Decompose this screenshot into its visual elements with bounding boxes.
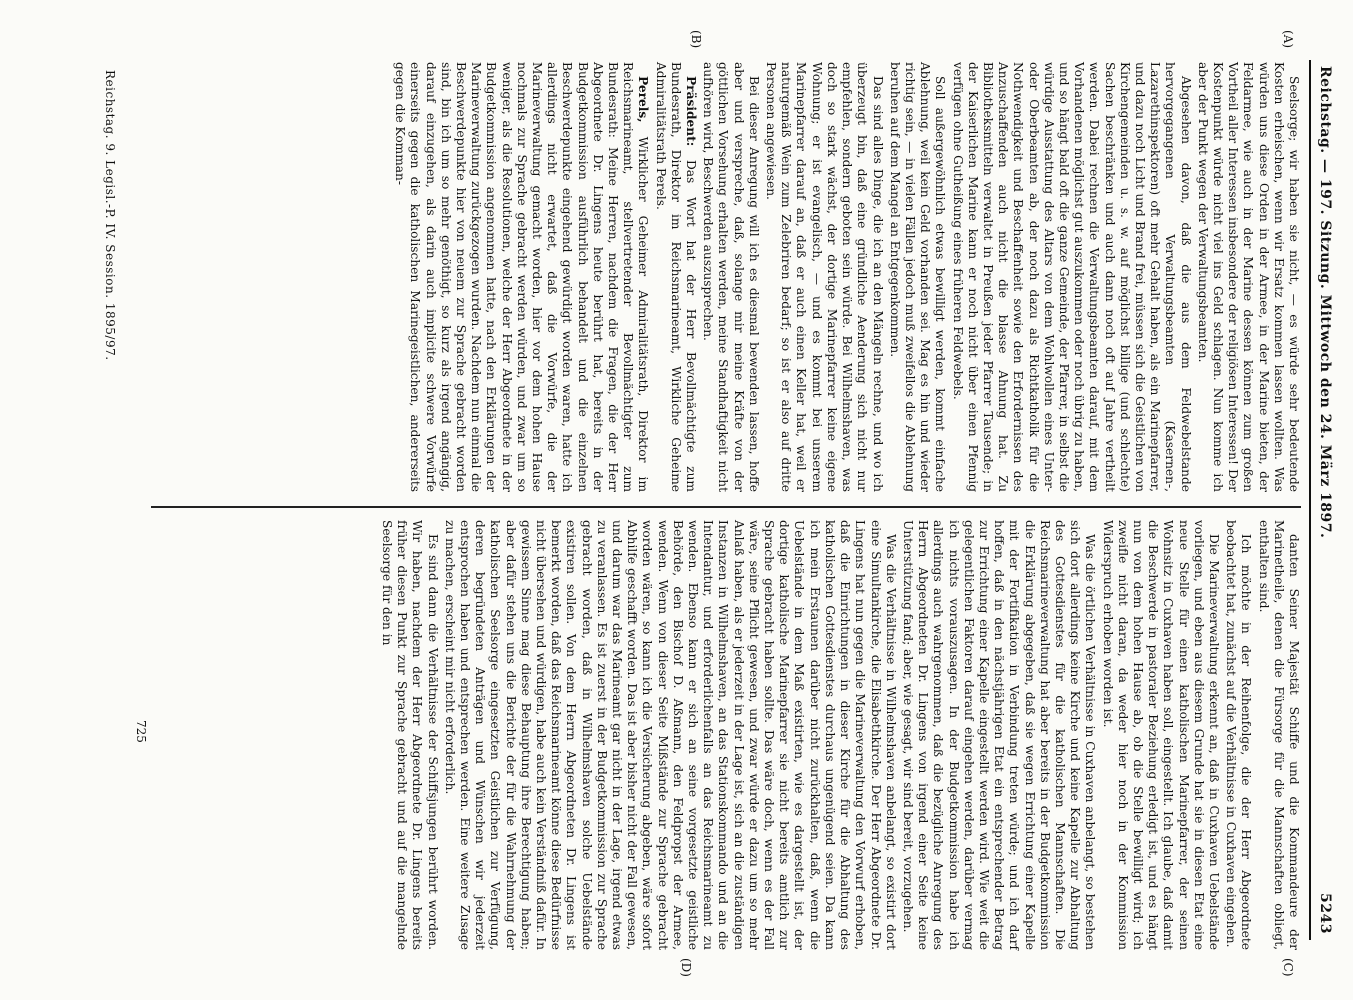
header-title: Reichstag. — 197. Sitzung. Mittwoch den 24. März 1897. xyxy=(1317,66,1333,539)
paragraph: Seelsorge; wir haben sie nicht, — es würde sehr bedeutende Kosten erheischen, wenn wir Ersatz kommen lassen wollten. Was würden uns diese Orden in der Armee, in der Marine bieten, der Feldarmee, wie auch in der Marine dessen können zum großen Vortheil aller Interessen insbesondere der religiösen Interessen! Der Kostenpunkt würde nicht viel ins Geld schlagen. Nun komme ich aber der Punkt wegen der Verwaltungsbeamten. xyxy=(1195,62,1301,492)
margin-mark-d: (D) xyxy=(679,958,693,977)
speaker-text: Wirklicher Geheimer Admiralitätsrath, Direktor im Reichsmarineamt, stellvertretender Bevollmächtigter zum Bundesrath: Meine Herren, nachdem die Fragen, die der Herr Abgeordnete Dr. Lingens heute berührt hat, bereits in der Budgetkommission ausführlich behandelt und die einzelnen Beschwerdepunkte eingehend gewürdigt worden waren, hatte ich allerdings nicht erwartet, daß die Vorwürfe, die der Marineverwaltung gemacht worden, hier vor dem hohen Hause nochmals zur Sprache gebracht werden würden, und zwar um so weniger, als die Resolutionen, welche der Herr Abgeordnete in der Budgetkommission angenommen hatte, nach den Erklärungen der Marineverwaltung zurückgezogen wurden. Nachdem nun einmal die Beschwerdepunkte hier von neuem zur Sprache gebracht worden sind, bin ich um so mehr genöthigt, so kurz als irgend angängig, darauf einzugehen, als darin auch implicite schwere Vorwürfe einerseits gegen die katholischen Marinegeistlichen, andererseits gegen die Komman- xyxy=(393,62,651,492)
margin-mark-c: (C) xyxy=(1281,958,1295,977)
paragraph: Soll außergewöhnlich etwas bewilligt werden, kommt einfache Ablehnung, weil kein Geld vorhanden sei. Mag es hin und wieder richtig sein, — in vielen Fällen jedoch muß zweifellos die Ablehnung beruhen auf dem Mangel an Entgegenkommen. xyxy=(887,62,948,492)
paragraph: Abgesehen davon, daß die aus dem Feldwebelstande hervorgegangenen Verwaltungsbeamten (Kasernen-, Lazarethinspektoren) oft mehr Gehalt haben, als ein Marinepfarrer, und dazu noch Licht und Brand frei, müssen sich die Geistlichen von Kirchengemeinden u. s. w. auf möglichst billige (und schlechte) Sachen beschränken und auch dann noch oft auf Jahre vertheilt werden. Dabei rechnen die Verwaltungsbeamten darauf, mit dem Vorhandenen möglichst gut auszukommen oder noch übrig zu haben, und so hängt bald oft die ganze Gemeinde, der Pfarrer, in selbst die würdige Ausstattung des Altars von dem Wohlwollen eines Unter- oder Oberbeamten ab, der noch dazu als Richtkatholik für die Nothwendigkeit und Beschaffenheit sowie den Erfordernissen des Anzuschaffenden auch nicht die blasse Ahnung hat. Zu Bibliotheksmitteln verwaltet in Preußen jeder Pfarrer Tausende; in der Kaiserlichen Marine kann er noch nicht über einen Pfennig verfügen ohne Gutheißung eines früheren Feldwebels. xyxy=(950,62,1193,492)
right-column xyxy=(111,520,1301,950)
footer-page-number: 725 xyxy=(134,720,148,743)
speaker-name: Perels, xyxy=(636,76,651,123)
header-page-number: 5243 xyxy=(1317,893,1333,934)
margin-mark-b: (B) xyxy=(689,30,703,49)
speaker-text: Das Wort hat der Herr Bevollmächtigte zum Bundesrath, Direktor im Reichsmarineamt, Wirkliche Geheime Admiralitätsrath Perels. xyxy=(653,62,699,492)
left-column xyxy=(81,62,1301,492)
paragraph: Ich möchte in der Reihenfolge, die der Herr Abgeordnete beobachtet hat, zunächst auf die Verhältnisse in Cuxhaven eingehen. xyxy=(1224,520,1254,950)
page-header xyxy=(1309,60,1335,940)
page-footer: Reichstag. 9. Legisl.-P. IV. Session. 1895/97. xyxy=(103,70,117,361)
column-divider xyxy=(151,506,1301,508)
speaker-paragraph-president xyxy=(652,62,698,492)
paragraph: Es sind dann die Verhältnisse der Schiffsjungen berührt worden. Wir haben, nachdem der Herr Abgeordnete Dr. Lingens bereits früher diesen Punkt zur Sprache gebracht und auf die mangelnde Seelsorge für den in xyxy=(380,520,440,950)
paragraph: Die Marineverwaltung erkennt an, daß in Cuxhaven Uebelstände vorliegen, und eben aus diesem Grunde hat sie in diesen Etat eine neue Stelle für einen katholischen Marinepfarrer, der seinen Wohnsitz in Cuxhaven haben soll, eingestellt. Ich glaube, daß damit die Beschwerde in pastoraler Beziehung erledigt ist, und es hängt nun von dem hohen Hause ab, ob die Stelle bewilligt wird; ich zweifle nicht daran, da weder hier noch in der Kommission Widerspruch erhoben worden ist. xyxy=(1100,520,1221,950)
margin-mark-a: (A) xyxy=(1281,30,1295,49)
paragraph: Was die örtlichen Verhältnisse in Cuxhaven anbelangt, so bestehen sich dort allerdings keine Kirche und keine Kapelle zur Abhaltung des Gottesdienstes für die katholischen Mannschaften. Die Reichsmarineverwaltung hat aber bereits in der Budgetkommission die Erklärung abgegeben, daß sie wegen Errichtung einer Kapelle mit der Fortifikation in Verbindung treten würde; und ich darf hoffen, daß in den nächstjährigen Etat ein entsprechender Betrag zur Errichtung einer Kapelle eingestellt werden wird. Wie weit die gelegentlichen Faktoren darauf eingehen werden, darüber vermag ich nichts vorauszusagen. In der Budgetkommission habe ich allerdings auch wahrgenommen, daß die bezügliche Anregung des Herrn Abgeordneten Dr. Lingens von irgend einer Seite keine Unterstützung fand; aber, wie gesagt, wir sind bereit, vorzugehen. xyxy=(900,520,1098,950)
paragraph: Was die Verhältnisse in Wilhelmshaven anbelangt, so existirt dort eine Simultankirche, die Elisabethkirche. Der Herr Abgeordnete Dr. Lingens hat nun gegen die Marineverwaltung den Vorwurf erhoben, daß die Einrichtungen in dieser Kirche für die Abhaltung des katholischen Gottesdienstes durchaus ungenügend seien. Da kann ich mein Erstaunen darüber nicht zurückhalten, daß, wenn die Uebelstände in dem Maß existirten, wie es dargestellt ist, der dortige katholische Marinepfarrer sie nicht bereits amtlich zur Sprache gebracht haben sollte. Das wäre doch, wenn es der Fall wäre, seine Pflicht gewesen, und zwar würde er dazu um so mehr Anlaß haben, als er jederzeit in der Lage ist, sich an die zuständigen Instanzen in Wilhelmshaven, an das Stationskommando und an die Intendantur, und erforderlichenfalls an das Reichsmarineamt zu wenden. Ebenso kann er sich an seine vorgesetzte geistliche Behörde, den Bischof D. Aßmann, den Feldpropst der Armee, wenden. Wenn von dieser Seite Mißstände zur Sprache gebracht worden wären, so kann ich die Versicherung abgeben, wäre sofort Abhilfe geschafft worden. Das ist aber bisher nicht der Fall gewesen, und darum war das Marineamt gar nicht in der Lage, irgend etwas zu veranlassen. Es ist zuerst in der Budgetkommission zur Sprache gebracht worden, daß in Wilhelmshaven solche Uebelstände existiren sollen. Von dem Herrn Abgeordneten Dr. Lingens ist bemerkt worden, daß das Reichsmarineamt könne diese Bedürfnisse nicht übersehen und würdigen, habe auch kein Verständniß dafür. In gewissem Sinne mag diese Behauptung ihre Berechtigung haben; aber dafür stehen uns die Berichte der für die Wahrnehmung der katholischen Seelsorge eingesetzten Geistlichen zur Verfügung, deren begründeten Anträgen und Wünschen wir jederzeit entsprochen haben und entsprechen werden. Eine weitere Zusage zu machen, erscheint mir nicht erforderlich. xyxy=(442,520,898,950)
speaker-paragraph-perels xyxy=(392,62,650,492)
paragraph: danten Seiner Majestät Schiffe und die Kommandeure der Marinetheile, denen die Fürsorge für die Mannschaften obliegt, enthalten sind. xyxy=(1256,520,1301,950)
speaker-name: Präsident: xyxy=(684,76,699,147)
paragraph: Das sind alles Dinge, die ich an den Mängeln rechne, und wo ich überzeugt bin, daß eine gründliche Aenderung sich nicht nur empfehlen, sondern geboten sein würde. Bei Wilhelmshaven, was doch so stark wächst, der dortige Marinepfarrer keine eigene Wohnung; er ist evangelisch, — und es kommt bei unserem Marinepfarrer darauf an, daß er auch einen Keller hat, weil er naturgemäß Wein zum Zelebriren bedarf; so ist er also auf dritte Personen angewiesen. xyxy=(764,62,885,492)
paragraph: Bei dieser Anregung will ich es diesmal bewenden lassen, hoffe aber und verspreche, daß, solange mir meine Kräfte von der göttlichen Vorsehung erhalten werden, meine Standhaftigkeit nicht aufhören wird, Beschwerden auszusprechen. xyxy=(701,62,761,492)
